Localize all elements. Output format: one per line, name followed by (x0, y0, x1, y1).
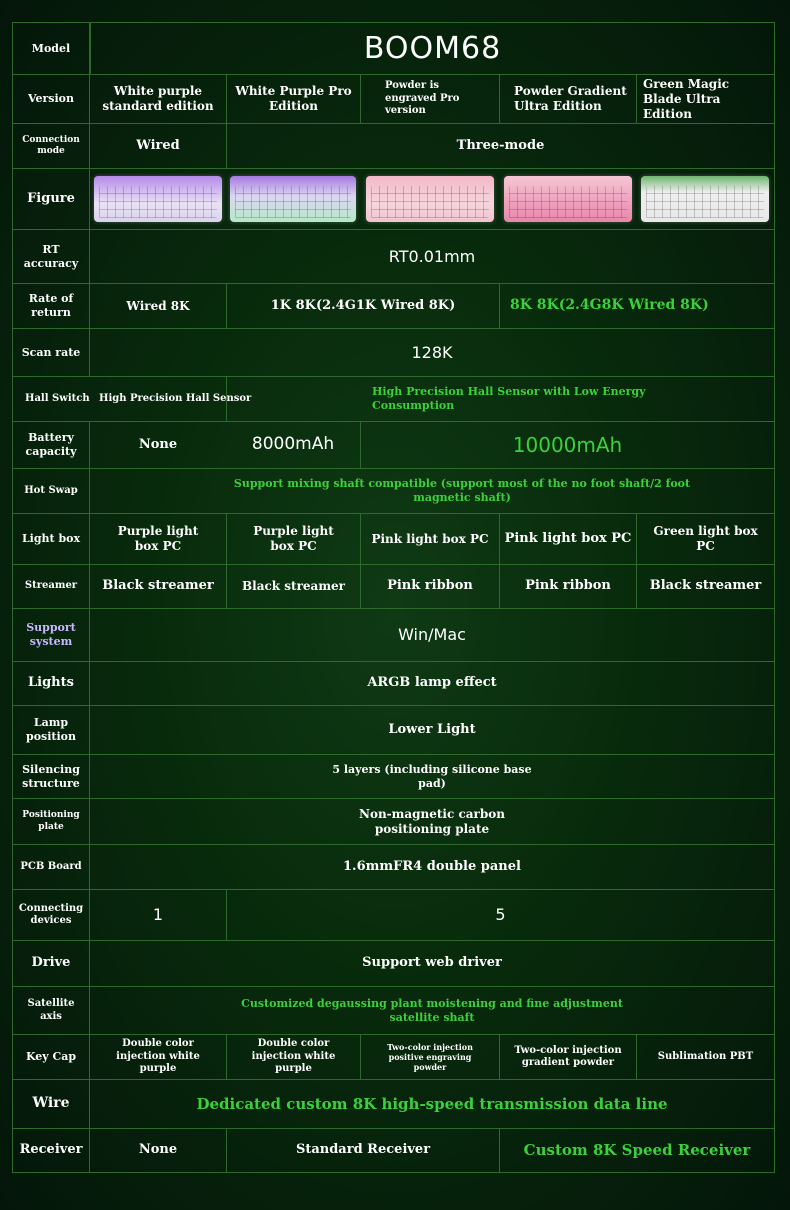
figure-cell (499, 169, 636, 229)
row-label: PCB Board (13, 845, 90, 889)
battery-10000: 10000mAh (360, 422, 774, 468)
version-4: Powder Gradient Ultra Edition (499, 75, 636, 123)
light-box-3: Pink light box PC (360, 514, 499, 564)
row-label: Connection mode (13, 124, 90, 168)
devices-three-mode: 5 (226, 890, 774, 940)
row-label: Hall Switch (25, 392, 90, 404)
row-pcb-board (12, 844, 775, 890)
figure-cell (360, 169, 499, 229)
row-label: Silencing structure (13, 755, 90, 798)
model-name: BOOM68 (90, 23, 774, 74)
row-label: Lamp position (13, 706, 90, 754)
rate-8k-8k: 8K 8K(2.4G8K Wired 8K) (499, 284, 774, 328)
row-label: Wire (13, 1080, 90, 1128)
keycap-2: Double color injection white purple (226, 1035, 360, 1079)
rate-wired: Wired 8K (126, 298, 190, 313)
keycap-1: Double color injection white purple (116, 1038, 200, 1075)
row-label: Figure (13, 169, 90, 229)
row-label: Version (13, 75, 90, 123)
silencing-value: 5 layers (including silicone base pad) (332, 762, 532, 790)
spec-table (12, 22, 775, 1173)
streamer-1: Black streamer (102, 578, 214, 594)
row-silencing (12, 754, 775, 799)
light-box-4: Pink light box PC (499, 514, 636, 564)
row-label: Hot Swap (13, 469, 90, 513)
row-label: Connecting devices (13, 890, 90, 940)
row-lights (12, 661, 775, 706)
streamer-4: Pink ribbon (499, 565, 636, 608)
streamer-3: Pink ribbon (360, 565, 499, 608)
row-connection (12, 123, 775, 169)
scan-rate-value: 128K (411, 342, 453, 362)
keycap-4: Two-color injection gradient powder (499, 1035, 636, 1079)
row-model (12, 22, 775, 75)
figure-cell (636, 169, 774, 229)
row-version (12, 74, 775, 124)
light-box-1: Purple light box PC (117, 524, 199, 553)
row-label: Rate of return (13, 284, 90, 328)
rt-value: RT0.01mm (388, 246, 476, 266)
light-box-5: Green light box PC (636, 514, 774, 564)
row-battery (12, 421, 775, 469)
support-system-value: Win/Mac (398, 625, 466, 644)
row-label: Support system (13, 609, 90, 661)
row-label: Key Cap (13, 1035, 90, 1079)
keycap-3: Two-color injection positive engraving powder (360, 1035, 499, 1079)
hot-swap-value: Support mixing shaft compatible (support most of the no foot shaft/2 foot magnetic shaft) (233, 477, 691, 504)
row-wire (12, 1079, 775, 1129)
row-rate-of-return (12, 283, 775, 329)
row-support-system (12, 608, 775, 662)
receiver-none: None (138, 1142, 178, 1158)
positioning-plate-value: Non-magnetic carbon positioning plate (358, 806, 505, 836)
row-label: Model (13, 23, 90, 74)
figure-cell (226, 169, 360, 229)
keyboard-image-white-purple-pro (230, 176, 356, 222)
pcb-value: 1.6mmFR4 double panel (343, 858, 521, 874)
hall-sensor-standard: High Precision Hall Sensor (99, 392, 252, 404)
receiver-standard: Standard Receiver (226, 1129, 499, 1172)
version-3: Powder is engraved Pro version (360, 75, 499, 123)
battery-none: None (138, 436, 178, 452)
row-receiver (12, 1128, 775, 1173)
hall-sensor-low-energy: High Precision Hall Sensor with Low Energy Consumption (226, 377, 774, 421)
row-hot-swap (12, 468, 775, 514)
lamp-position-value: Lower Light (388, 721, 476, 737)
keyboard-image-green-magic-blade-ultra (641, 176, 769, 222)
figure-cell (90, 169, 226, 229)
row-hall-switch (12, 376, 775, 422)
row-rt-accuracy (12, 229, 775, 284)
streamer-2: Black streamer (226, 565, 360, 608)
row-label: Positioning plate (13, 799, 90, 844)
row-drive (12, 940, 775, 987)
connection-wired: Wired (136, 137, 180, 153)
row-connecting-devices (12, 889, 775, 941)
keyboard-image-powder-gradient-ultra (504, 176, 632, 222)
version-2: White Purple Pro Edition (226, 75, 360, 123)
drive-value: Support web driver (362, 955, 502, 971)
row-label: RT accuracy (13, 230, 90, 283)
row-label: Scan rate (13, 329, 90, 376)
battery-8000: 8000mAh (251, 434, 335, 455)
version-1: White purple standard edition (102, 84, 214, 113)
version-5: Green Magic Blade Ultra Edition (636, 75, 774, 123)
wire-value: Dedicated custom 8K high-speed transmission data line (196, 1094, 668, 1113)
row-streamer (12, 564, 775, 609)
receiver-custom-8k: Custom 8K Speed Receiver (499, 1129, 774, 1172)
devices-wired: 1 (152, 905, 164, 924)
row-scan-rate (12, 328, 775, 377)
row-label: Battery capacity (13, 422, 90, 468)
row-label: Receiver (13, 1129, 90, 1172)
row-label: Drive (13, 941, 90, 986)
streamer-5: Black streamer (636, 565, 774, 608)
light-box-2: Purple light box PC (226, 514, 360, 564)
row-key-cap (12, 1034, 775, 1080)
keycap-5: Sublimation PBT (636, 1035, 774, 1079)
row-label: Light box (13, 514, 90, 564)
keyboard-image-powder-engraved-pro (366, 176, 494, 222)
row-label: Lights (13, 662, 90, 705)
row-positioning-plate (12, 798, 775, 845)
lights-value: ARGB lamp effect (367, 675, 497, 691)
row-label: Streamer (13, 565, 90, 608)
rate-1k-8k: 1K 8K(2.4G1K Wired 8K) (226, 284, 499, 328)
connection-three-mode: Three-mode (226, 124, 774, 168)
keyboard-image-white-purple-standard (94, 176, 222, 222)
satellite-axis-value: Customized degaussing plant moistening and fine adjustment satellite shaft (241, 996, 623, 1024)
row-satellite-axis (12, 986, 775, 1035)
row-figure (12, 168, 775, 230)
row-lamp-position (12, 705, 775, 755)
row-light-box (12, 513, 775, 565)
row-label: Satellite axis (13, 987, 90, 1034)
